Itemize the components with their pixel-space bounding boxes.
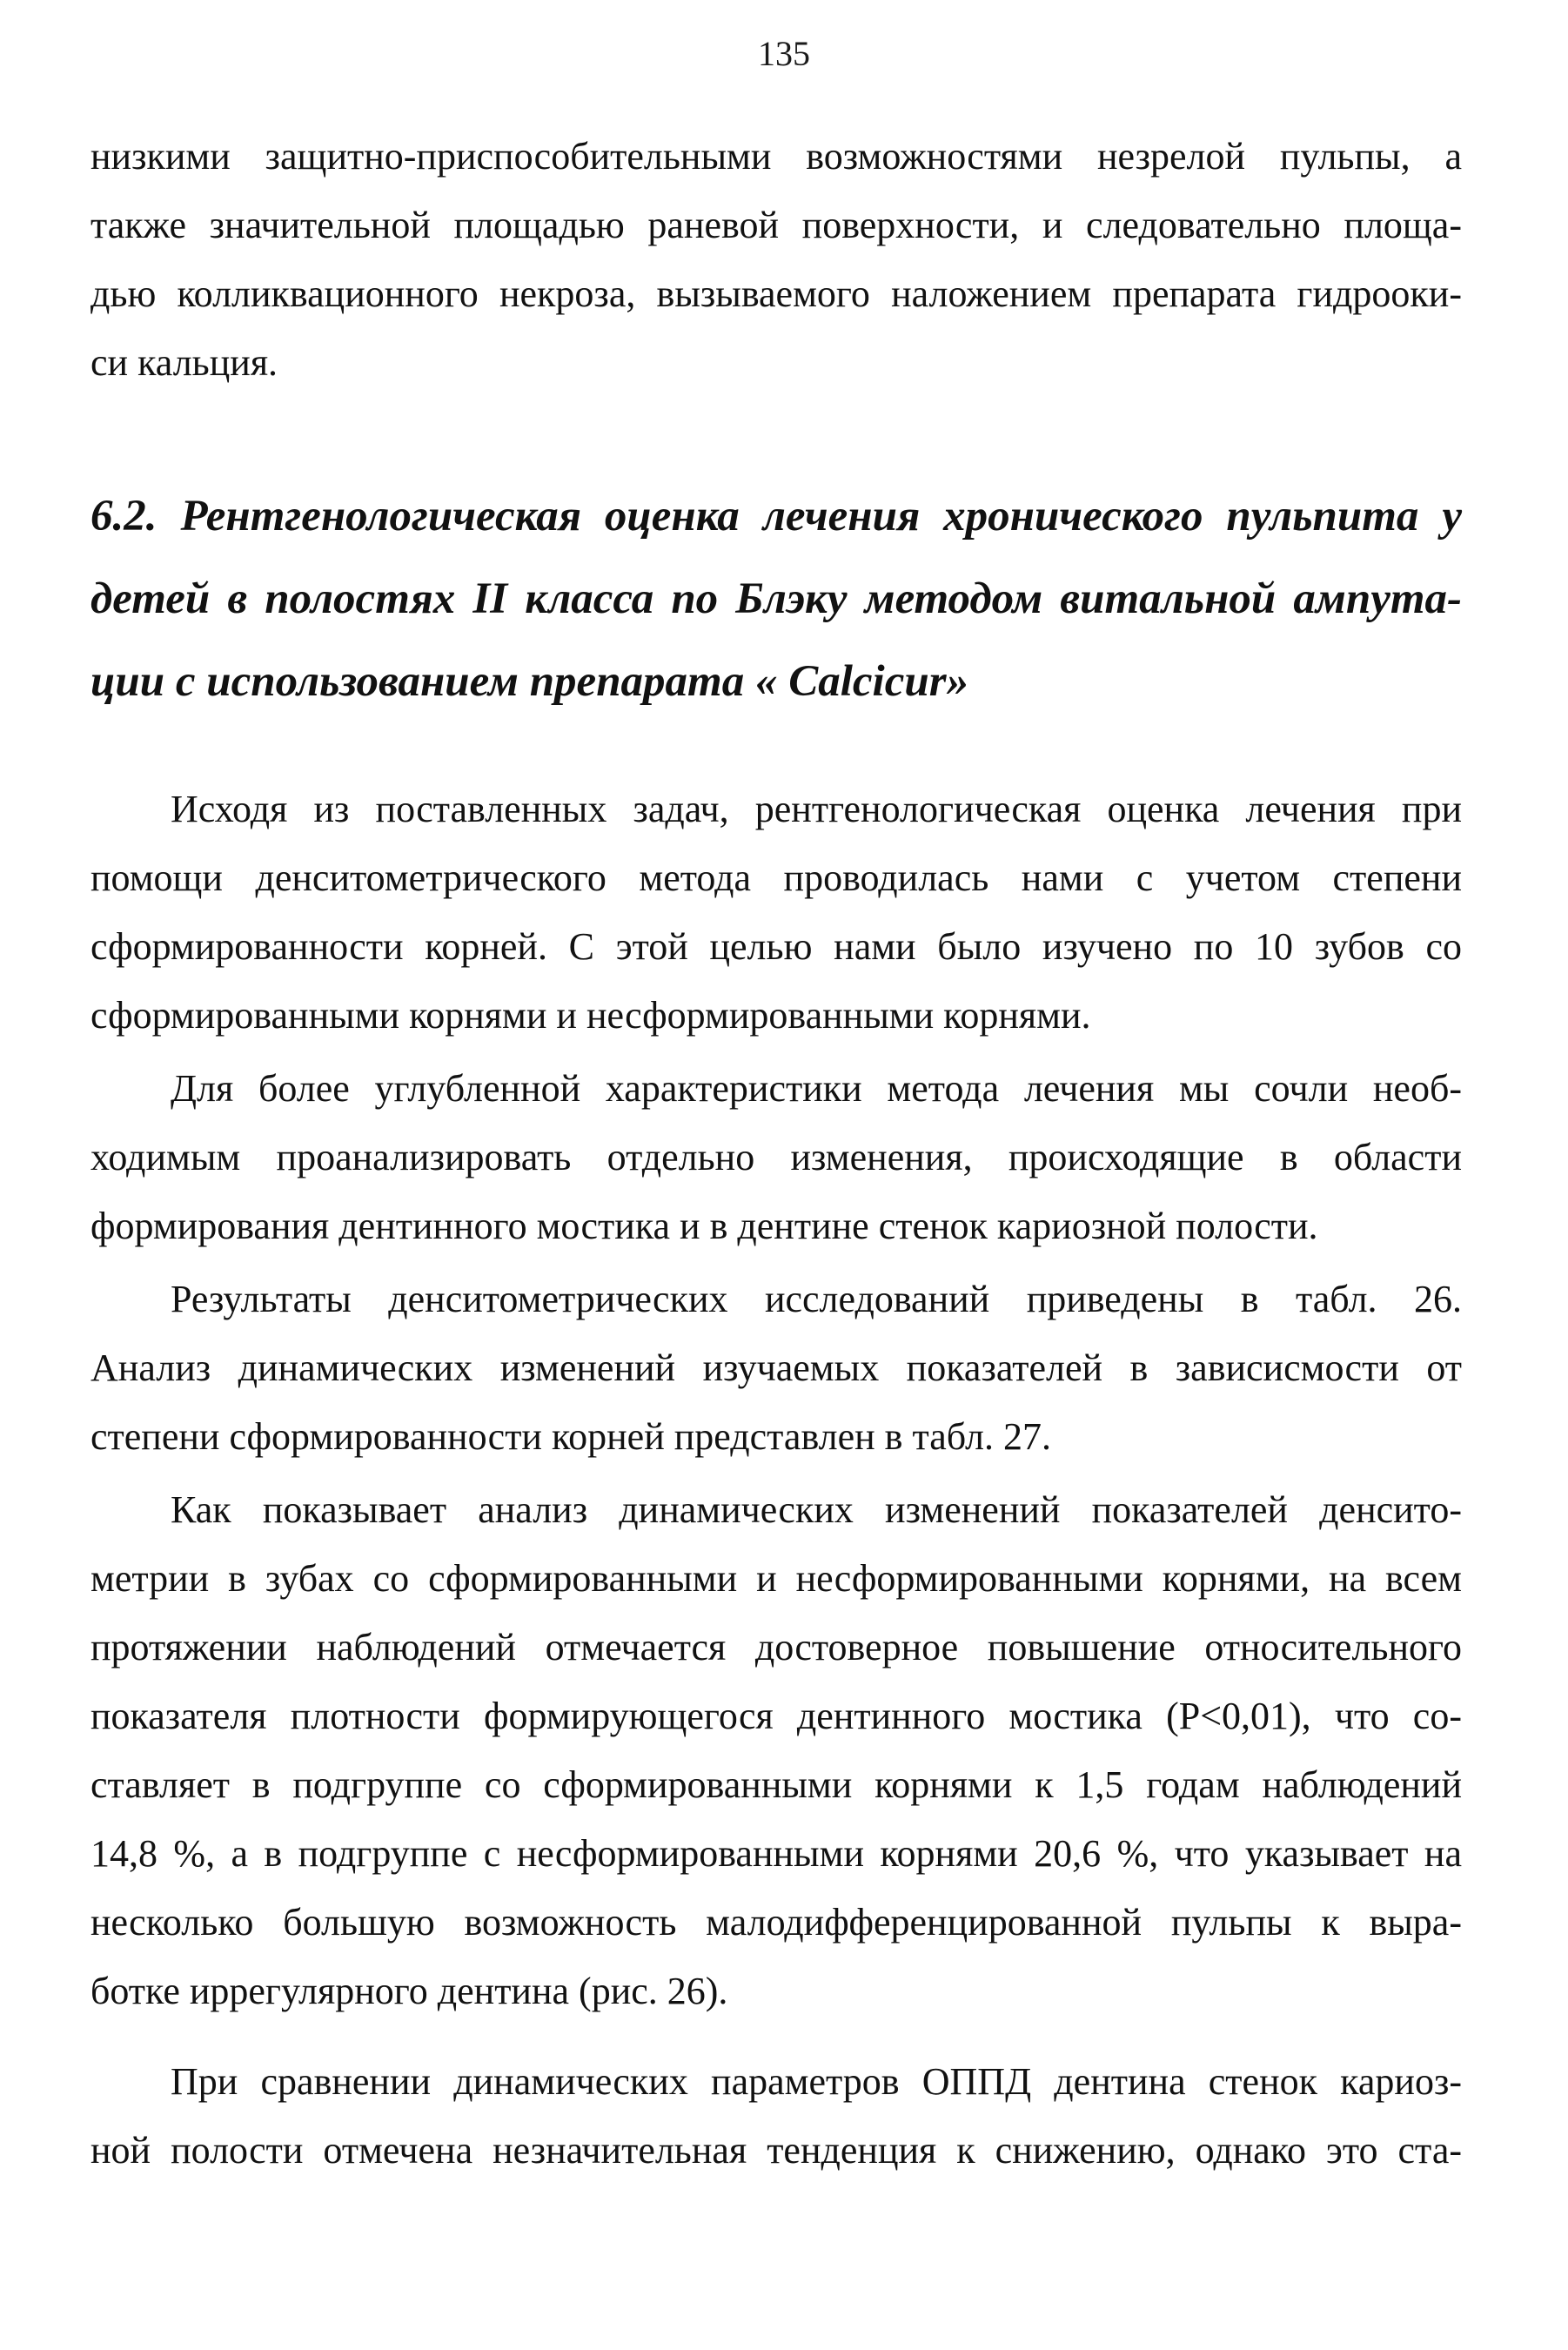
paragraph-line: 14,8 %, а в подгруппе с несформированными корнями 20,6 %, что указывает на xyxy=(90,1832,1462,1875)
section-heading-line: ции с использованием препарата « Calcicur» xyxy=(90,657,969,706)
paragraph-line: Как показывает анализ динамических изменений показателей денсито- xyxy=(171,1488,1462,1531)
intro-line: дью колликвационного некроза, вызываемого наложением препарата гидрооки- xyxy=(90,272,1462,315)
paragraph-line: Анализ динамических изменений изучаемых показателей в зависисмости от xyxy=(90,1346,1462,1389)
paragraph-line: помощи денситометрического метода проводилась нами с учетом степени xyxy=(90,856,1462,899)
paragraph-line: ходимым проанализировать отдельно изменения, происходящие в области xyxy=(90,1136,1462,1178)
page-number: 135 xyxy=(758,34,810,73)
paragraph-line: Для более углубленной характеристики метода лечения мы сочли необ- xyxy=(171,1067,1462,1110)
paragraph-line: Исходя из поставленных задач, рентгенологическая оценка лечения при xyxy=(171,788,1462,830)
paragraph-line: показателя плотности формирующегося дентинного мостика (P<0,01), что со- xyxy=(90,1695,1462,1737)
paragraph-line: ной полости отмечена незначительная тенденция к снижению, однако это ста- xyxy=(90,2129,1462,2172)
section-heading-line: 6.2. Рентгенологическая оценка лечения хронического пульпита у xyxy=(90,492,1462,540)
intro-line: также значительной площадью раневой поверхности, и следовательно площа- xyxy=(90,204,1462,246)
section-heading-line: детей в полостях II класса по Блэку методом витальной ампута- xyxy=(90,574,1462,623)
paragraph-line: ботке иррегулярного дентина (рис. 26). xyxy=(90,1970,728,2012)
paragraph-line: сформированными корнями и несформированными корнями. xyxy=(90,994,1091,1037)
paragraph-line: ставляет в подгруппе со сформированными корнями к 1,5 годам наблюдений xyxy=(90,1763,1462,1806)
paragraph-line: При сравнении динамических параметров ОППД дентина стенок кариоз- xyxy=(171,2060,1462,2103)
paragraph-line: степени сформированности корней представлен в табл. 27. xyxy=(90,1415,1051,1458)
paragraph-line: Результаты денситометрических исследований приведены в табл. 26. xyxy=(171,1278,1462,1320)
paragraph-line: протяжении наблюдений отмечается достоверное повышение относительного xyxy=(90,1626,1462,1668)
paragraph-line: метрии в зубах со сформированными и несформированными корнями, на всем xyxy=(90,1557,1462,1600)
paragraph-line: формирования дентинного мостика и в дентине стенок кариозной полости. xyxy=(90,1205,1318,1247)
intro-line: низкими защитно-приспособительными возможностями незрелой пульпы, а xyxy=(90,135,1462,178)
paragraph-line: сформированности корней. С этой целью нами было изучено по 10 зубов со xyxy=(90,925,1462,968)
intro-line: си кальция. xyxy=(90,341,278,384)
paragraph-line: несколько большую возможность малодифференцированной пульпы к выра- xyxy=(90,1901,1462,1944)
